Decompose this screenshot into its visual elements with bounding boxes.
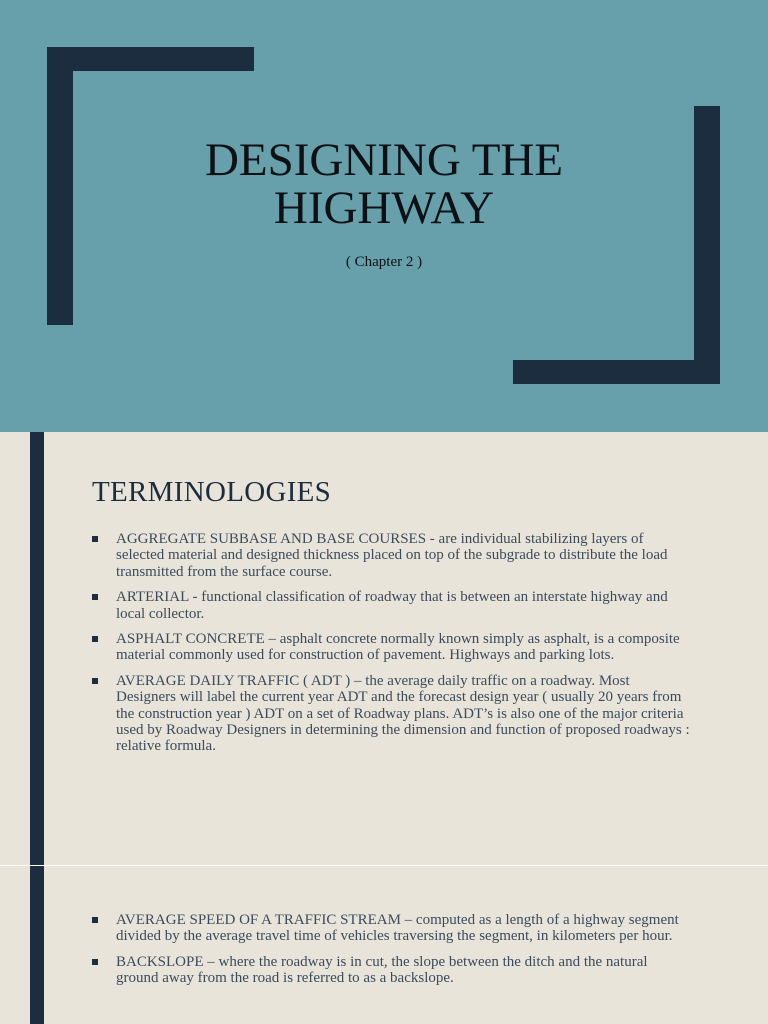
top-left-bracket-horizontal	[47, 47, 254, 71]
terminologies-slide	[0, 432, 768, 865]
slide-title-line-2: HIGHWAY	[273, 182, 495, 234]
square-bullet-icon	[92, 536, 98, 542]
list-item-text: AVERAGE SPEED OF A TRAFFIC STREAM – computed as a length of a highway segment divided by the average travel time of vehicles traversing the segment, in kilometers per hour.	[116, 912, 679, 945]
list-item	[92, 531, 692, 580]
slide-title-line-1: DESIGNING THE	[204, 134, 564, 186]
slide-subtitle: ( Chapter 2 )	[345, 254, 423, 270]
slide-title	[120, 136, 648, 232]
terminology-list	[92, 531, 692, 764]
section-heading: TERMINOLOGIES	[92, 476, 332, 508]
square-bullet-icon	[92, 594, 98, 600]
bottom-right-bracket-vertical	[694, 106, 720, 384]
terminology-list	[92, 912, 692, 996]
bottom-right-bracket-horizontal	[513, 360, 720, 384]
continuation-slide	[0, 866, 768, 1024]
list-item-text: BACKSLOPE – where the roadway is in cut, the slope between the ditch and the natural ground away from the road is referred to as a backslope.	[116, 953, 648, 987]
left-accent-bar	[30, 866, 44, 1024]
list-item	[92, 673, 692, 755]
square-bullet-icon	[92, 917, 98, 923]
list-item	[92, 631, 692, 664]
square-bullet-icon	[92, 959, 98, 965]
list-item	[92, 589, 692, 622]
list-item-text: ASPHALT CONCRETE – asphalt concrete normally known simply as asphalt, is a composite material commonly used for construction of pavement. Highways and parking lots.	[116, 631, 680, 664]
square-bullet-icon	[92, 678, 98, 684]
list-item-text: AVERAGE DAILY TRAFFIC ( ADT ) – the average daily traffic on a roadway. Most Designers will label the current year ADT and the forecast design year ( usually 20 years from the construction year ) ADT on a set of Roadway plans. ADT’s is also one of the major criteria used by Roadway Designers in determining the dimension and function of proposed roadways : relative formula.	[116, 672, 690, 755]
left-accent-bar	[30, 432, 44, 865]
list-item-text: AGGREGATE SUBBASE AND BASE COURSES - are individual stabilizing layers of selected material and designed thickness placed on top of the subgrade to distribute the load transmitted from the surface course.	[116, 531, 668, 580]
list-item	[92, 954, 692, 987]
list-item-text: ARTERIAL - functional classification of roadway that is between an interstate highway and local collector.	[116, 589, 668, 622]
list-item	[92, 912, 692, 945]
title-slide	[0, 0, 768, 432]
top-left-bracket-vertical	[47, 47, 73, 325]
square-bullet-icon	[92, 636, 98, 642]
